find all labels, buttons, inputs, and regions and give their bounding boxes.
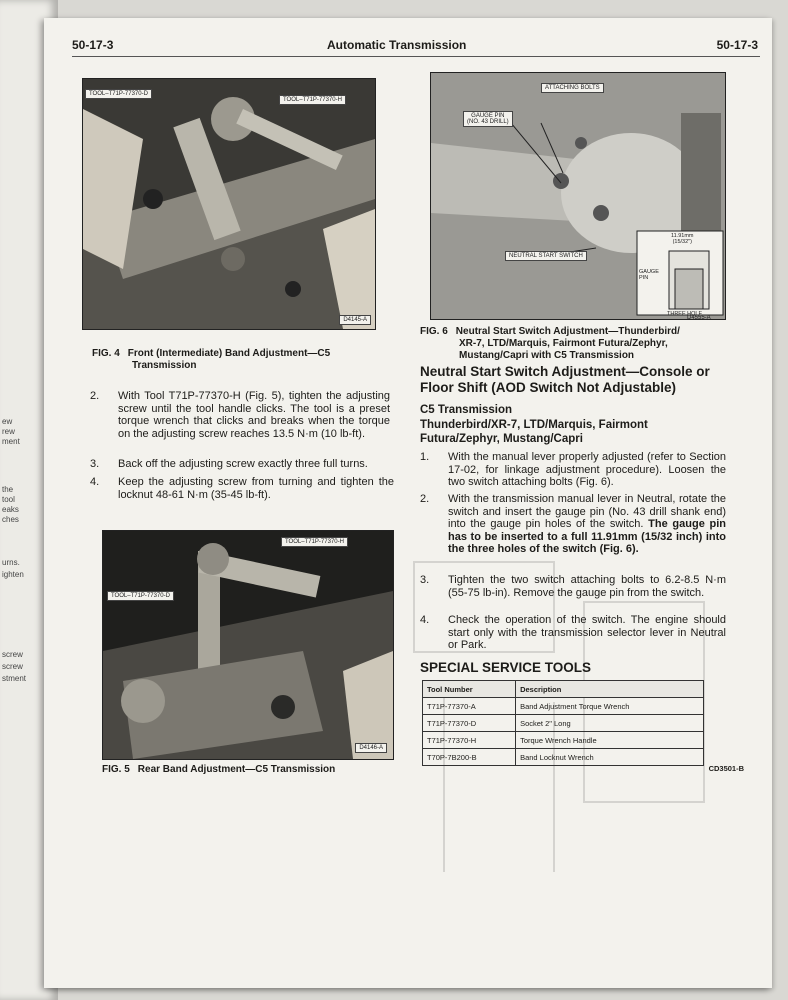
tools-title: SPECIAL SERVICE TOOLS xyxy=(420,660,592,675)
right-step-3 xyxy=(420,574,726,599)
right-step-2 xyxy=(420,493,726,556)
fig6-inset-pin-word: PIN xyxy=(639,275,649,281)
section-subtitle-models xyxy=(420,418,648,446)
fig6-dimension xyxy=(671,233,694,245)
fig5-tool-label-d: TOOL–T71P-77370-D xyxy=(107,591,174,601)
header-rule xyxy=(72,56,760,57)
fig5-caption xyxy=(102,764,335,776)
fig6-photo xyxy=(430,72,726,320)
fig4-caption-line1: Front (Intermediate) Band Adjustment—C5 xyxy=(127,348,331,359)
fig5-code: D4146-A xyxy=(355,743,387,753)
fig6-label-gauge-pin xyxy=(463,111,513,127)
section-title xyxy=(420,364,710,396)
fig5-tool-label-h: TOOL–T71P-77370-H xyxy=(281,537,348,547)
table-row xyxy=(423,732,704,749)
fig6-caption-line2: XR-7, LTD/Marquis, Fairmont Futura/Zephyr, xyxy=(459,338,668,349)
backpage-text: screw xyxy=(2,650,23,659)
step-text: Back off the adjusting screw exactly three full turns. xyxy=(118,458,368,470)
step-number: 3. xyxy=(420,574,430,586)
backpage-text: ches xyxy=(2,515,19,524)
section-subtitle-c5: C5 Transmission xyxy=(420,404,513,416)
tool-description: Socket 2" Long xyxy=(516,715,704,732)
fig6-dim-in: (15/32") xyxy=(672,239,692,245)
backpage-text: urns. xyxy=(2,558,20,567)
backpage-text: screw xyxy=(2,662,23,671)
tool-number: T71P-77370-H xyxy=(423,732,516,749)
tool-description: Band Locknut Wrench xyxy=(516,749,704,766)
step-text: With the manual lever properly adjusted (refer to Section 17-02, for linkage adjustment procedure). Loosen the two switch attaching bolts (Fig. 6). xyxy=(448,451,726,488)
tool-number: T71P-77370-A xyxy=(423,698,516,715)
tool-number: T71P-77370-D xyxy=(423,715,516,732)
fig4-code: D4145-A xyxy=(339,315,371,325)
backpage-text: stment xyxy=(2,674,27,683)
page-title: Automatic Transmission xyxy=(327,38,467,52)
col-description: Description xyxy=(516,681,704,698)
table-row xyxy=(423,698,704,715)
fig6-three-hole: THREE HOLE xyxy=(667,311,703,317)
page-number-right: 50-17-3 xyxy=(716,38,758,52)
fig5-illustration xyxy=(103,531,393,759)
tools-table xyxy=(422,680,704,766)
tool-description: Band Adjustment Torque Wrench xyxy=(516,698,704,715)
fig4-tool-label-h: TOOL–T71P-77370-H xyxy=(279,95,346,105)
fig4-photo xyxy=(82,78,376,330)
col-tool-number: Tool Number xyxy=(423,681,516,698)
section-title-line2: Floor Shift (AOD Switch Not Adjustable) xyxy=(420,380,676,395)
fig6-code: D4555-A xyxy=(687,315,711,321)
models-line2: Futura/Zephyr, Mustang/Capri xyxy=(420,433,583,445)
fig5-photo xyxy=(102,530,394,760)
left-step-2 xyxy=(90,390,390,440)
table-row xyxy=(423,749,704,766)
step-number: 2. xyxy=(90,390,100,402)
left-step-4 xyxy=(90,476,394,501)
step-number: 1. xyxy=(420,451,430,463)
backpage-text: ighten xyxy=(2,570,24,579)
fig6-illustration xyxy=(431,73,725,319)
right-step-1 xyxy=(420,451,726,489)
step-number: 4. xyxy=(420,614,430,626)
step-text: Keep the adjusting screw from turning and tighten the locknut 48-61 N·m (35-45 lb-ft). xyxy=(118,476,394,501)
tool-number: T70P-7B200-B xyxy=(423,749,516,766)
tool-description: Torque Wrench Handle xyxy=(516,732,704,749)
left-step-3 xyxy=(90,458,398,471)
right-step-4 xyxy=(420,614,726,652)
fig4-caption-line2: Transmission xyxy=(132,360,197,371)
tools-code: CD3501-B xyxy=(708,764,744,773)
step-text: Check the operation of the switch. The engine should start only with the transmission selector lever in Neutral or Park. xyxy=(448,614,726,651)
backpage-text: tool xyxy=(2,495,15,504)
fig6-label-neutral-start-switch: NEUTRAL START SWITCH xyxy=(505,251,587,261)
table-row xyxy=(423,715,704,732)
fig5-caption-text: Rear Band Adjustment—C5 Transmission xyxy=(137,764,336,775)
section-title-line1: Neutral Start Switch Adjustment—Console or xyxy=(420,364,710,379)
fig6-caption xyxy=(420,326,720,362)
fig4-caption xyxy=(92,348,330,372)
backpage-text: ment xyxy=(2,437,20,446)
fig4-number: FIG. 4 xyxy=(92,348,120,359)
manual-page xyxy=(44,18,772,988)
backpage-text: eaks xyxy=(2,505,19,514)
fig6-label-attaching-bolts: ATTACHING BOLTS xyxy=(541,83,604,93)
models-line1: Thunderbird/XR-7, LTD/Marquis, Fairmont xyxy=(420,419,648,431)
step-bold-text: The gauge pin has to be inserted to a full 11.91mm (15/32 inch) into the three holes of the switch (Fig. 6). xyxy=(448,518,726,555)
fig6-caption-line1: Neutral Start Switch Adjustment—Thunderbird/ xyxy=(455,326,680,337)
fig6-gauge-pin-line2: (NO. 43 DRILL) xyxy=(467,119,509,125)
fig6-dim-mm: 11.91mm xyxy=(671,233,694,239)
fig6-number: FIG. 6 xyxy=(420,326,448,337)
backpage-text: rew xyxy=(2,427,15,436)
step-number: 2. xyxy=(420,493,430,505)
step-text: With Tool T71P-77370-H (Fig. 5), tighten the adjusting screw until the tool handle clicks. The tool is a preset torque wrench that clicks and breaks when the torque on the adjusting screw reaches 13.5 N·m (10 lb-ft). xyxy=(118,390,390,440)
fig6-caption-line3: Mustang/Capri with C5 Transmission xyxy=(459,350,635,361)
fig5-number: FIG. 5 xyxy=(102,764,130,775)
fig4-illustration xyxy=(83,79,375,329)
fig6-gauge-pin-line1: GAUGE PIN xyxy=(471,113,505,119)
fig6-inset-gauge-word: GAUGE xyxy=(639,269,659,275)
step-text: Tighten the two switch attaching bolts to 6.2-8.5 N·m (55-75 lb-in). Remove the gauge pin from the switch. xyxy=(448,574,726,599)
step-number: 3. xyxy=(90,458,100,470)
backpage-text: the xyxy=(2,485,14,494)
fig6-inset-gauge xyxy=(639,269,659,281)
backpage-text: ew xyxy=(2,417,13,426)
page-number-left: 50-17-3 xyxy=(72,38,114,52)
table-header-row xyxy=(423,681,704,698)
step-number: 4. xyxy=(90,476,100,488)
fig4-tool-label-d: TOOL–T71P-77370-D xyxy=(85,89,152,99)
step-text: With the transmission manual lever in Neutral, rotate the switch and insert the gauge pin (No. 43 drill shank end) into the gauge pin holes of the switch. xyxy=(448,493,726,530)
